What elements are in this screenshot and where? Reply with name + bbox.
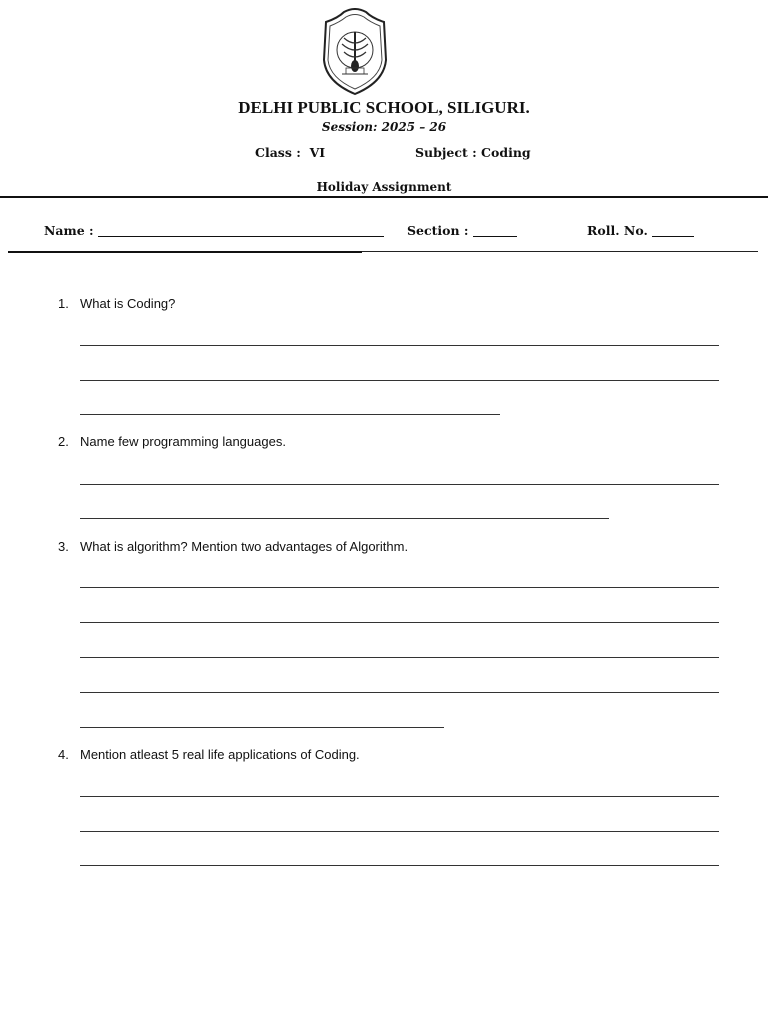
question-text: What is Coding? <box>80 296 176 311</box>
answer-line[interactable] <box>80 345 719 346</box>
answer-line[interactable] <box>80 622 719 623</box>
question-number: 4. <box>58 747 69 762</box>
divider-bottom-thick <box>8 251 362 253</box>
subject-value: Coding <box>481 145 531 160</box>
assignment-title: Holiday Assignment <box>316 180 452 194</box>
answer-line[interactable] <box>80 831 719 832</box>
roll-field[interactable] <box>587 223 694 238</box>
class-value: VI <box>309 145 326 160</box>
roll-label: Roll. No. <box>587 223 648 238</box>
answer-line[interactable] <box>80 380 719 381</box>
answer-line[interactable] <box>80 865 719 866</box>
name-blank[interactable] <box>98 224 384 237</box>
question-number: 1. <box>58 296 69 311</box>
school-crest-icon <box>318 8 392 96</box>
answer-line[interactable] <box>80 727 444 728</box>
session: Session: 2025 – 26 <box>321 120 447 134</box>
divider-top <box>0 196 768 198</box>
class-label: Class : <box>255 145 301 160</box>
roll-blank[interactable] <box>652 224 694 237</box>
question-2 <box>58 434 286 449</box>
answer-line[interactable] <box>80 518 609 519</box>
name-field[interactable] <box>44 223 384 238</box>
answer-line[interactable] <box>80 657 719 658</box>
question-text: Name few programming languages. <box>80 434 286 449</box>
subject-info <box>415 145 531 160</box>
class-info <box>255 145 325 160</box>
question-number: 2. <box>58 434 69 449</box>
question-text: Mention atleast 5 real life applications of Coding. <box>80 747 360 762</box>
section-field[interactable] <box>407 223 517 238</box>
name-label: Name : <box>44 223 94 238</box>
answer-line[interactable] <box>80 587 719 588</box>
answer-line[interactable] <box>80 484 719 485</box>
question-1 <box>58 296 175 311</box>
answer-line[interactable] <box>80 692 719 693</box>
school-name: DELHI PUBLIC SCHOOL, SILIGURI. <box>238 98 530 117</box>
question-4 <box>58 747 360 762</box>
answer-line[interactable] <box>80 796 719 797</box>
answer-line[interactable] <box>80 414 500 415</box>
subject-label: Subject : <box>415 145 477 160</box>
question-3 <box>58 539 408 554</box>
section-label: Section : <box>407 223 469 238</box>
section-blank[interactable] <box>473 224 517 237</box>
question-number: 3. <box>58 539 69 554</box>
question-text: What is algorithm? Mention two advantages of Algorithm. <box>80 539 409 554</box>
